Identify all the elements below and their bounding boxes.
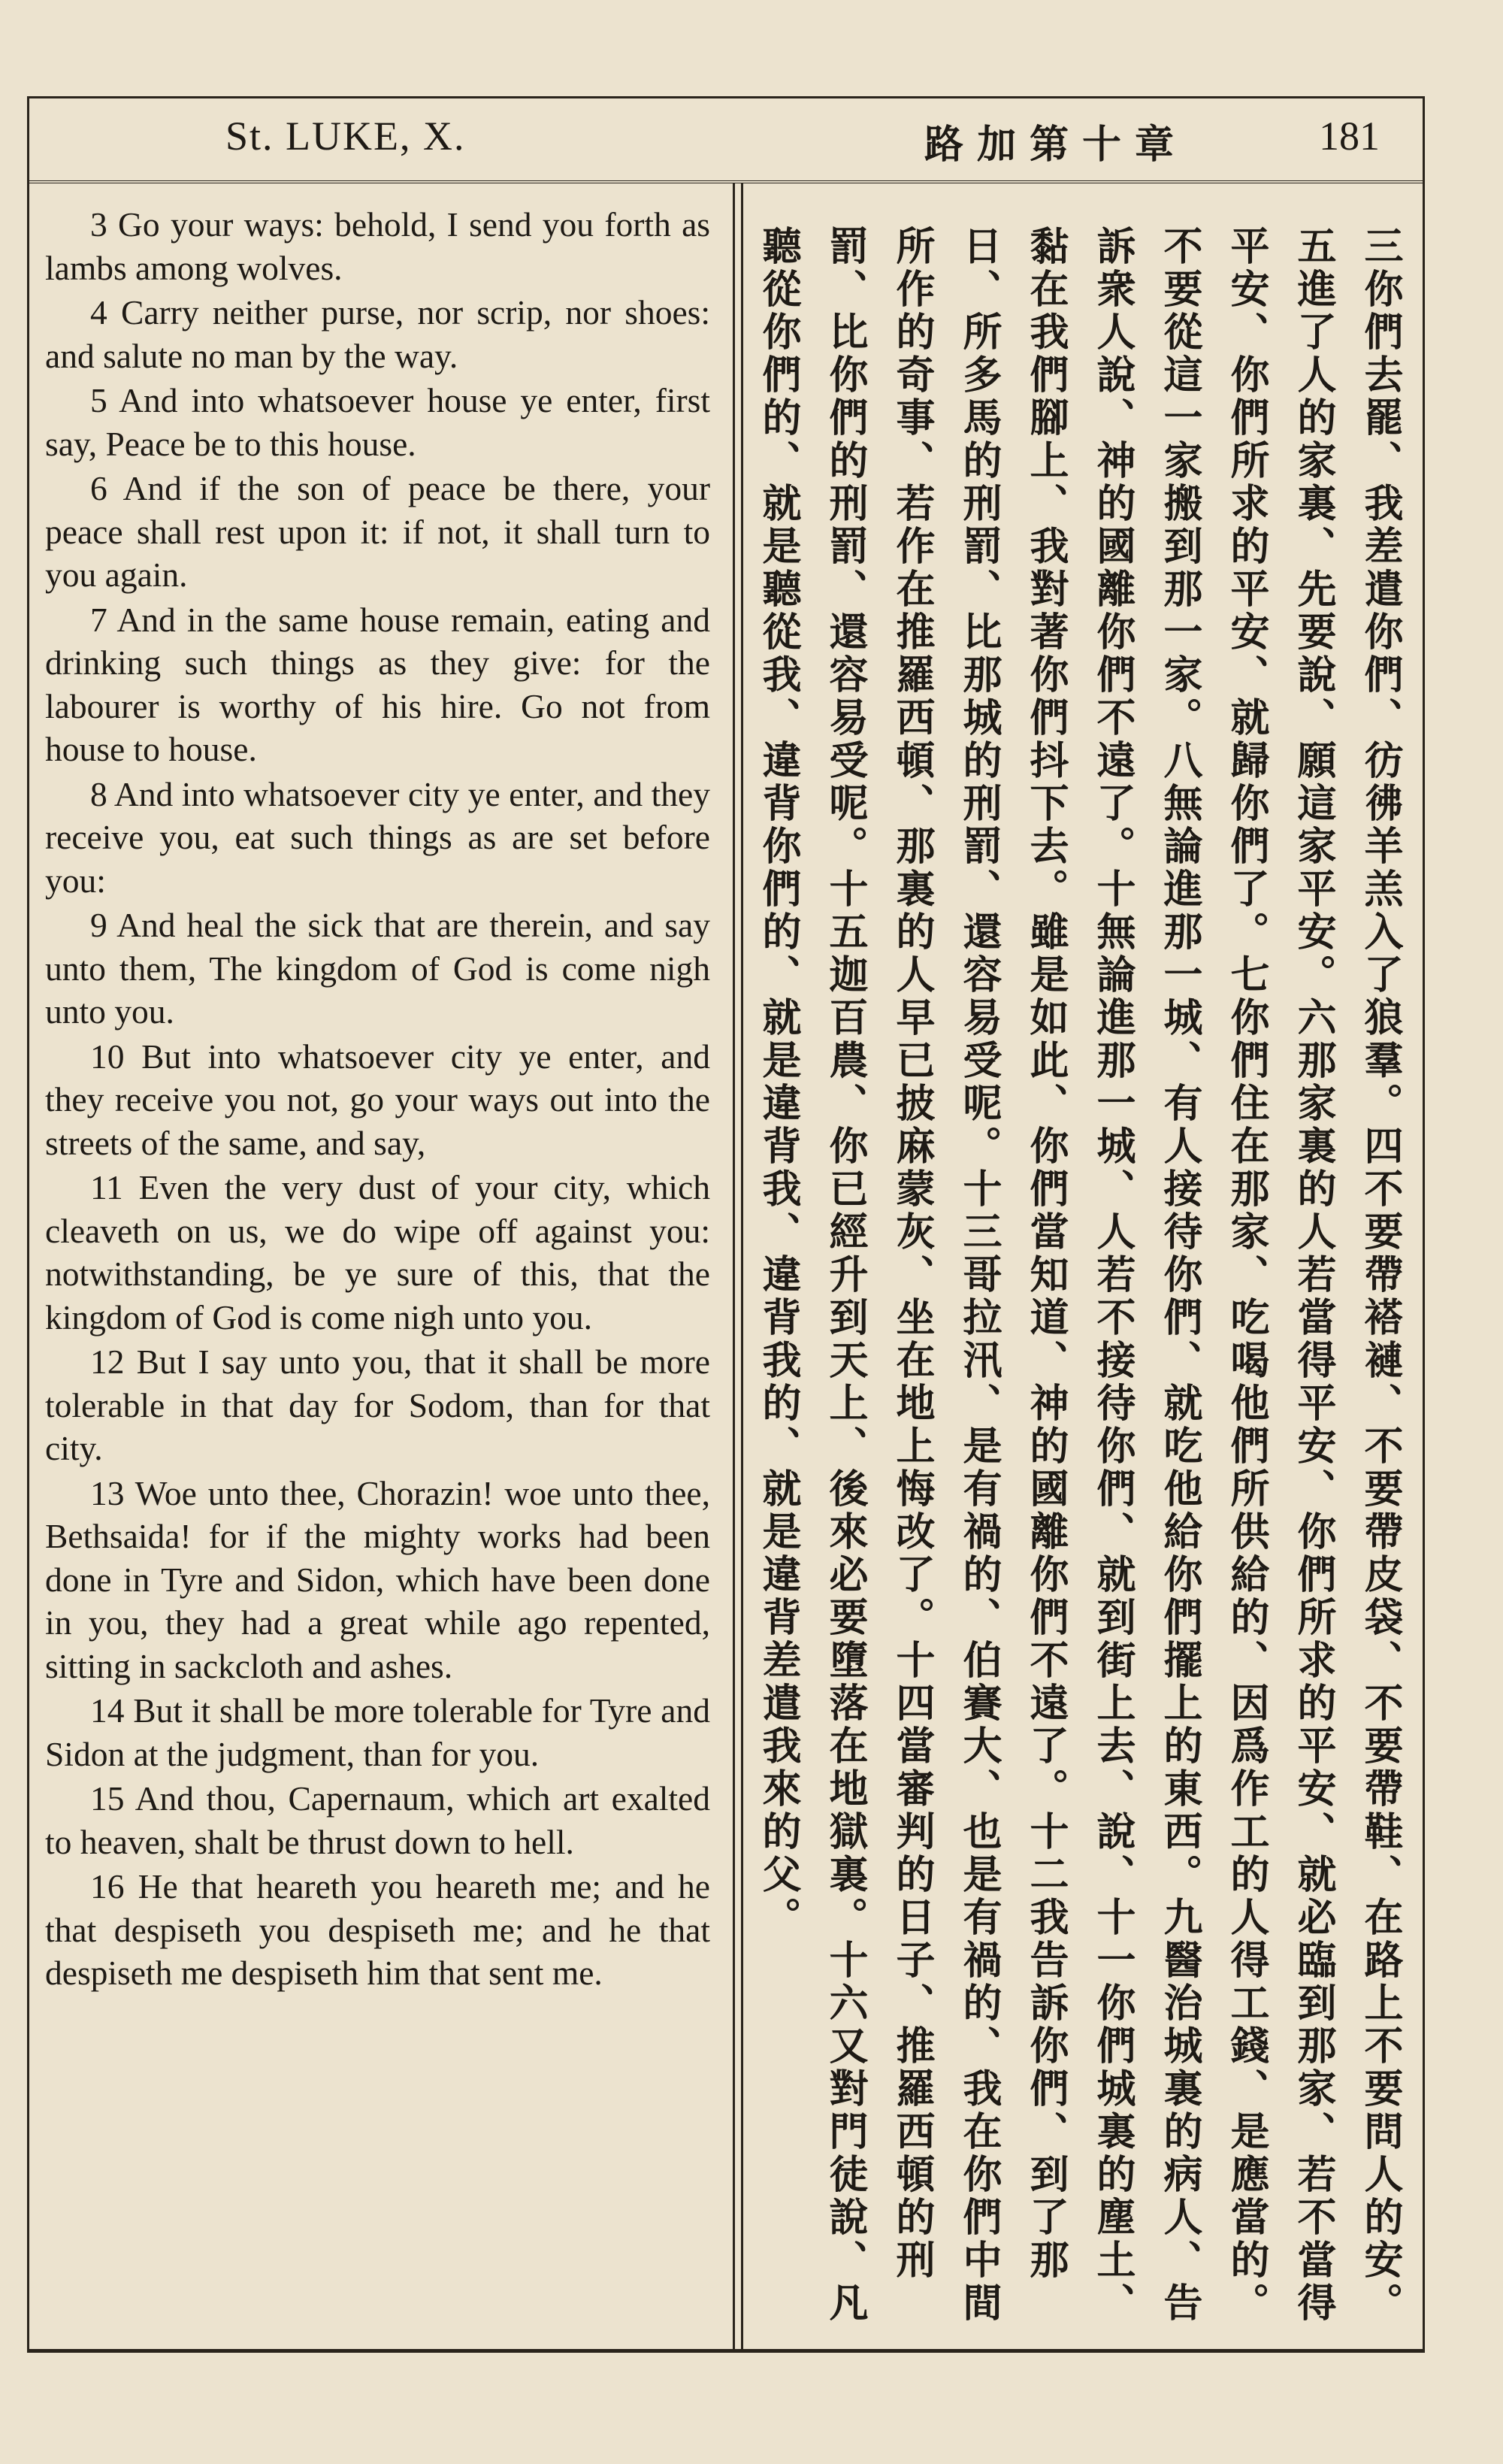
verse-3: 3 Go your ways: behold, I send you forth as lambs among wolves. <box>45 205 710 287</box>
verse-16: 16 He that heareth you heareth me; and he that despiseth you despiseth me; and he that despiseth me despiseth him that sent me. <box>45 1867 710 1992</box>
verse-15: 15 And thou, Capernaum, which art exalted to heaven, shalt be thrust down to hell. <box>45 1779 710 1861</box>
english-column <box>45 203 710 1996</box>
verse-5: 5 And into whatsoever house ye enter, first say, Peace be to this house. <box>45 381 710 463</box>
running-head-chinese: 路加第十章 <box>924 123 1188 168</box>
verse-9: 9 And heal the sick that are therein, and say unto them, The kingdom of God is come nigh unto you. <box>45 906 710 1031</box>
chinese-column: 三你們去罷、我差遣你們、彷彿羊羔入了狼羣。四不要帶褡褳、不要帶皮袋、不要帶鞋、在路上不要問人的安。五進了人的家裏、先要說、願這家平安。六那家裏的人若當得平安、你們所求的平安、就必臨到那家、若不當得平安、你們所求的平安、就歸你們了。七你們住在那家、吃喝他們所供給的、因爲作工的人得工錢、是應當的。不要從這一家搬到那一家。八無論進那一城、有人接待你們、就吃他給你們擺上的東西。九醫治城裏的病人、告訴衆人說、神的國離你們不遠了。十無論進那一城、人若不接待你們、就到街上去、說、十一你們城裏的塵土、黏在我們腳上、我對著你們抖下去。雖是如此、你們當知道、神的國離你們不遠了。十二我告訴你們、到了那日、所多馬的刑罰、比那城的刑罰、還容易受呢。十三哥拉汛、是有禍的、伯賽大、也是有禍的、我在你們中間所作的奇事、若作在推羅西頓、那裏的人早已披麻蒙灰、坐在地上悔改了。十四當審判的日子、推羅西頓的刑罰、比你們的刑罰、還容易受呢。十五迦百農、你已經升到天上、後來必要墮落在地獄裏。十六又對門徒說、凡聽從你們的、就是聽從我、違背你們的、就是違背我、違背我的、就是違背差遣我來的父。 <box>755 226 1402 2325</box>
running-head-english: St. LUKE, X. <box>225 114 466 159</box>
page-number: 181 <box>1319 114 1380 159</box>
column-divider <box>733 183 743 2351</box>
verse-14: 14 But it shall be more tolerable for Tyre and Sidon at the judgment, than for you. <box>45 1691 710 1773</box>
verse-10: 10 But into whatsoever city ye enter, and they receive you not, go your ways out into the streets of the same, and say, <box>45 1037 710 1162</box>
header-rule <box>27 180 1425 183</box>
verse-6: 6 And if the son of peace be there, your peace shall rest upon it: if not, it shall turn to you again. <box>45 469 710 594</box>
verse-7: 7 And in the same house remain, eating and drinking such things as they give: for the labourer is worthy of his hire. Go not from house to house. <box>45 600 710 768</box>
verse-13: 13 Woe unto thee, Chorazin! woe unto thee, Bethsaida! for if the mighty works had been done in Tyre and Sidon, which have been done in you, they had a great while ago repented, sitting in sackcloth and ashes. <box>45 1473 710 1685</box>
verse-12: 12 But I say unto you, that it shall be more tolerable in that day for Sodom, than for that city. <box>45 1342 710 1467</box>
verse-4: 4 Carry neither purse, nor scrip, nor shoes: and salute no man by the way. <box>45 293 710 375</box>
verse-11: 11 Even the very dust of your city, which cleaveth on us, we do wipe off against you: notwithstanding, be ye sure of this, that the kingdom of God is come nigh unto you. <box>45 1168 710 1336</box>
bottom-rule <box>27 2351 1425 2353</box>
verse-8: 8 And into whatsoever city ye enter, and they receive you, eat such things as are set before you: <box>45 774 710 900</box>
